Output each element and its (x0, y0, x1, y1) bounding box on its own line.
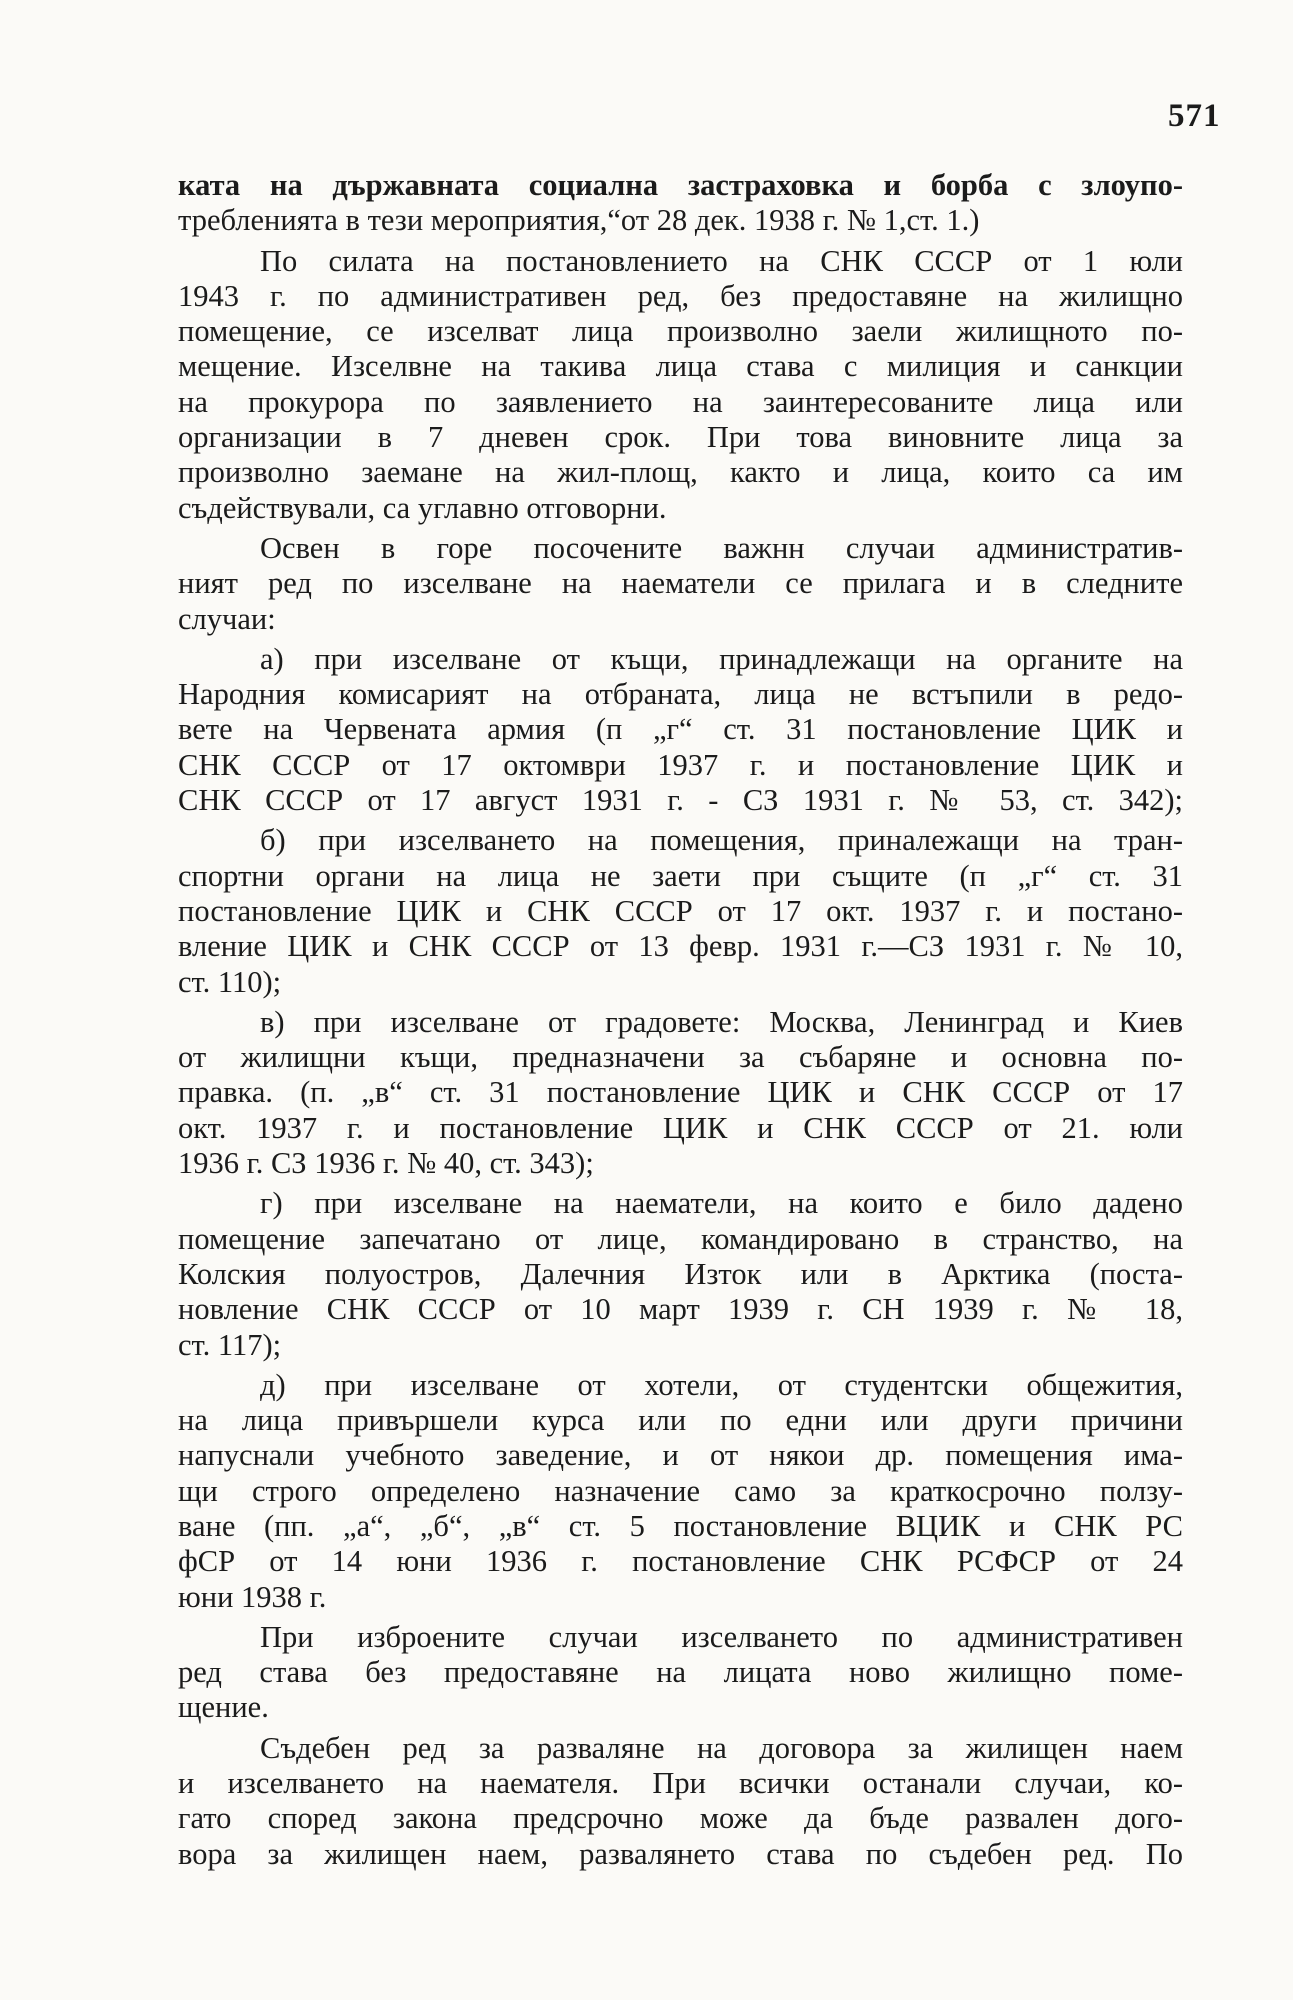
text-line: ване (пп. „а“, „б“, „в“ ст. 5 постановление ВЦИК и СНК РС (178, 1508, 1183, 1543)
text-line: на прокурора по заявлението на заинтересованите лица или (178, 384, 1183, 419)
text-line: и изселването на наемателя. При всички останали случаи, ко- (178, 1766, 1183, 1801)
text-line: от жилищни къщи, предназначени за събаряне и основна по- (178, 1040, 1183, 1075)
text-line: а) при изселване от къщи, принадлежащи на органите на (260, 641, 1183, 676)
body-text (178, 168, 1183, 1872)
text-line: вора за жилищен наем, развалянето става по съдебен ред. По (178, 1836, 1183, 1871)
text-line: требленията в тези мероприятия,“от 28 дек. 1938 г. № 1,ст. 1.) (178, 203, 980, 238)
text-line: в) при изселване от градовете: Москва, Ленинград и Киев (260, 1004, 1183, 1039)
text-line: щение. (178, 1690, 269, 1725)
text-line: ст. 110); (178, 964, 282, 999)
text-line: напуснали учебното заведение, и от някои др. помещения има- (178, 1438, 1183, 1473)
text-line: Народния комисарият на отбраната, лица не встъпили в редо- (178, 677, 1183, 712)
text-line: юни 1938 г. (178, 1579, 327, 1614)
text-line: произволно заемане на жил-площ, както и лица, които са им (178, 455, 1183, 490)
text-line: Съдебен ред за разваляне на договора за жилищен наем (260, 1730, 1183, 1765)
text-line: спортни органи на лица не заети при същите (п „г“ ст. 31 (178, 858, 1183, 893)
page-number: 571 (1168, 98, 1221, 134)
text-line: По силата на постановлението на СНК СССР от 1 юли (260, 243, 1183, 278)
text-line: организации в 7 дневен срок. При това виновните лица за (178, 420, 1183, 455)
text-line: помещение, се изселват лица произволно заели жилищното по- (178, 314, 1183, 349)
text-line: СНК СССР от 17 август 1931 г. - СЗ 1931 г. № 53, ст. 342); (178, 783, 1183, 818)
text-line: случаи: (178, 601, 276, 636)
text-line: Освен в горе посочените важнн случаи административ- (260, 530, 1183, 565)
text-line: на лица привършели курса или по едни или други причини (178, 1403, 1183, 1438)
text-line: окт. 1937 г. и постановление ЦИК и СНК СССР от 21. юли (178, 1110, 1183, 1145)
text-line: съдействували, са углавно отговорни. (178, 490, 667, 525)
text-line: щи строго определено назначение само за краткосрочно ползу- (178, 1473, 1183, 1508)
text-line: помещение запечатано от лице, командировано в странство, на (178, 1221, 1183, 1256)
text-line: правка. (п. „в“ ст. 31 постановление ЦИК и СНК СССР от 17 (178, 1075, 1183, 1110)
text-line: ст. 117); (178, 1327, 282, 1362)
text-line: новление СНК СССР от 10 март 1939 г. СН 1939 г. № 18, (178, 1292, 1183, 1327)
text-line: д) при изселване от хотели, от студентски общежития, (260, 1367, 1183, 1402)
text-line: Колския полуостров, Далечния Изток или в Арктика (поста- (178, 1256, 1183, 1291)
text-line: постановление ЦИК и СНК СССР от 17 окт. 1937 г. и постано- (178, 893, 1183, 928)
text-line: мещение. Изселвне на такива лица става с милиция и санкции (178, 349, 1183, 384)
text-line: 1943 г. по административен ред, без предоставяне на жилищно (178, 278, 1183, 313)
text-line: ред става без предоставяне на лицата ново жилищно поме- (178, 1655, 1183, 1690)
text-line: При изброените случаи изселването по административен (260, 1619, 1183, 1654)
text-line: 1936 г. СЗ 1936 г. № 40, ст. 343); (178, 1146, 594, 1181)
text-line: ният ред по изселване на наематели се прилага и в следните (178, 566, 1183, 601)
text-line: вление ЦИК и СНК СССР от 13 февр. 1931 г.—СЗ 1931 г. № 10, (178, 929, 1183, 964)
text-line: б) при изселването на помещения, приналежащи на тран- (260, 823, 1183, 858)
text-line: ката на държавната социална застраховка и борба с злоупо- (178, 168, 1183, 202)
text-line: вете на Червената армия (п „г“ ст. 31 постановление ЦИК и (178, 712, 1183, 747)
text-line: г) при изселване на наематели, на които е било дадено (260, 1186, 1183, 1221)
text-line: СНК СССР от 17 октомври 1937 г. и постановление ЦИК и (178, 747, 1183, 782)
text-line: фСР от 14 юни 1936 г. постановление СНК РСФСР от 24 (178, 1544, 1183, 1579)
text-line: гато според закона предсрочно може да бъде развален дого- (178, 1801, 1183, 1836)
